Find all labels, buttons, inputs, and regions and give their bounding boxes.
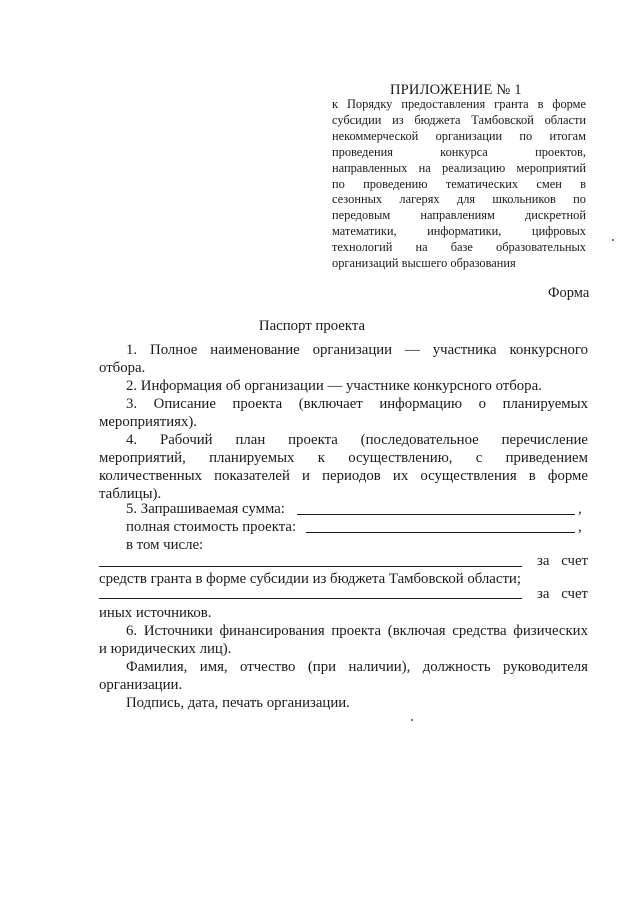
item-6-line-2: и юридических лиц).: [99, 641, 232, 657]
total-cost-comma: ,: [578, 519, 582, 535]
total-cost-field[interactable]: [306, 532, 575, 533]
scan-speck: [411, 719, 413, 721]
item-2: 2. Информация об организации — участнике конкурсного отбора.: [126, 378, 542, 394]
scan-speck: [612, 239, 614, 241]
za-schet-1: за счет: [537, 553, 588, 569]
item-6-line-1: 6. Источники финансирования проекта (включая средства физических: [126, 623, 588, 639]
document-title: [0, 318, 640, 335]
appendix-text: [332, 97, 586, 272]
item-1-line-2: отбора.: [99, 360, 146, 376]
form-label: Форма: [548, 285, 590, 301]
other-sources-text: иных источников.: [99, 605, 212, 621]
requested-sum-field[interactable]: [297, 514, 575, 515]
manager-line-1: Фамилия, имя, отчество (при наличии), должность руководителя: [126, 659, 588, 675]
appendix-line: некоммерческой организации по итогам: [332, 128, 586, 143]
appendix-line: математики, информатики, цифровых: [332, 224, 586, 239]
appendix-line: организаций высшего образования: [332, 256, 516, 271]
appendix-line: по проведению тематических смен в: [332, 176, 586, 191]
total-cost-label: полная стоимость проекта:: [126, 519, 297, 535]
appendix-line: передовым направлениям дискретной: [332, 208, 586, 223]
item-3-line-2: мероприятиях).: [99, 414, 197, 430]
item-3-line-1: 3. Описание проекта (включает информацию о планируемых: [126, 396, 588, 412]
item-5-comma: ,: [578, 501, 582, 517]
document-title-text: Паспорт проекта: [258, 318, 366, 334]
appendix-line: сезонных лагерях для школьников по: [332, 192, 586, 207]
item-5-label: 5. Запрашиваемая сумма:: [126, 501, 285, 517]
appendix-title: ПРИЛОЖЕНИЕ № 1: [390, 82, 522, 98]
including-label: в том числе:: [126, 537, 204, 553]
za-schet-2: за счет: [537, 586, 588, 602]
appendix-line: к Порядку предоставления гранта в форме: [332, 97, 586, 111]
item-4-line-2: мероприятий, планируемых к осуществлению, с приведением: [99, 450, 588, 466]
grant-source-text: средств гранта в форме субсидии из бюджета Тамбовской области;: [99, 571, 521, 587]
manager-line-2: организации.: [99, 677, 183, 693]
item-4-line-3: количественных показателей и периодов их осуществления в форме: [99, 468, 588, 484]
appendix-line: направленных на реализацию мероприятий: [332, 160, 586, 175]
item-4-line-1: 4. Рабочий план проекта (последовательное перечисление: [126, 432, 588, 448]
appendix-line: субсидии из бюджета Тамбовской области: [332, 112, 586, 127]
other-funds-field[interactable]: [99, 598, 522, 599]
item-1-line-1: 1. Полное наименование организации — участника конкурсного: [126, 342, 588, 358]
appendix-line: технологий на базе образовательных: [332, 240, 586, 255]
appendix-line: проведения конкурса проектов,: [332, 144, 586, 159]
item-4-line-4: таблицы).: [99, 486, 162, 502]
grant-funds-field[interactable]: [99, 566, 522, 567]
signature-line: Подпись, дата, печать организации.: [126, 695, 350, 711]
